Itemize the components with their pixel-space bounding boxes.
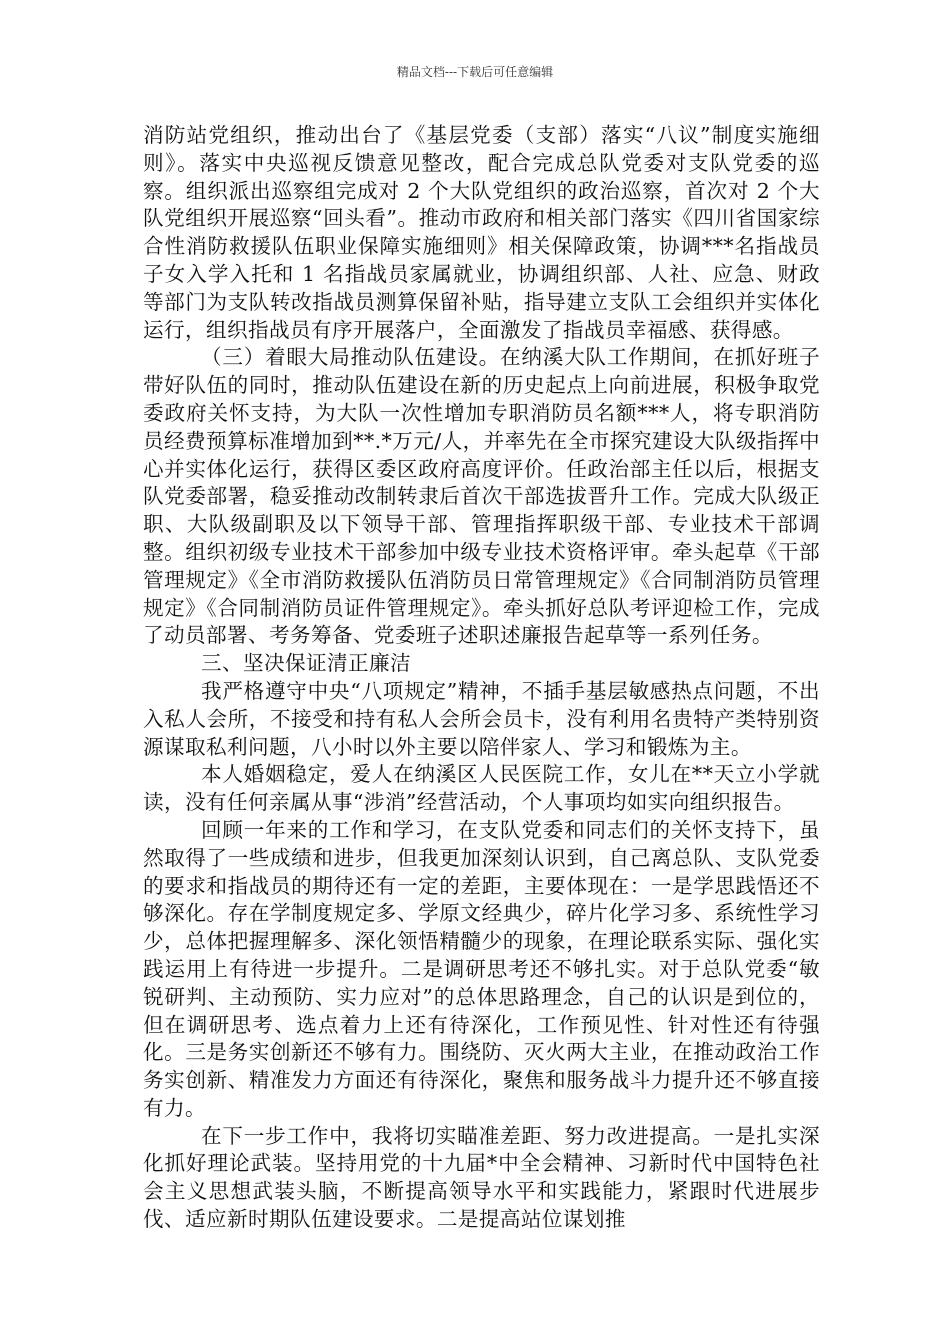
paragraph-personal-matters: 本人婚姻稳定，爱人在纳溪区人民医院工作，女儿在**天立小学就读，没有任何亲属从事“涉消”经营活动，个人事项均如实向组织报告。 [143, 762, 820, 815]
section-heading: 三、坚决保证清正廉洁 [201, 651, 411, 676]
page-header: 精品文档---下载后可任意编辑 [396, 65, 554, 79]
document-body [143, 122, 820, 1234]
paragraph-team-building: （三）着眼大局推动队伍建设。在纳溪大队工作期间，在抓好班子带好队伍的同时，推动队伍建设在新的历史起点上向前进展，积极争取党委政府关怀支持，为大队一次性增加专职消防员名额***人，将专职消防员经费预算标准增加到**.*万元/人，并率先在全市探究建设大队级指挥中心并实体化运行，获得区委区政府高度评价。任政治部主任以后，根据支队党委部署，稳妥推动改制转隶后首次干部选拔晋升工作。完成大队级正职、大队级副职及以下领导干部、管理指挥职级干部、专业技术干部调整。组织初级专业技术干部参加中级专业技术资格评审。牵头起草《干部管理规定》《全市消防救援队伍消防员日常管理规定》《合同制消防员管理规定》《合同制消防员证件管理规定》。牵头抓好总队考评迎检工作，完成了动员部署、考务筹备、党委班子述职述廉报告起草等一系列任务。 [143, 345, 820, 648]
paragraph-continued: 消防站党组织，推动出台了《基层党委（支部）落实“八议”制度实施细则》。落实中央巡视反馈意见整改，配合完成总队党委对支队党委的巡察。组织派出巡察组完成对 2 个大队党组织的政治巡察，首次对 2 个大队党组织开展巡察“回头看”。推动市政府和相关部门落实《四川省国家综合性消防救援队伍职业保障实施细则》相关保障政策，协调***名指战员子女入学入托和 1 名指战员家属就业，协调组织部、人社、应急、财政等部门为支队转改指战员测算保留补贴，指导建立支队工会组织并实体化运行，组织指战员有序开展落户，全面激发了指战员幸福感、获得感。 [143, 123, 820, 342]
paragraph-eight-rules: 我严格遵守中央“八项规定”精神，不插手基层敏感热点问题，不出入私人会所，不接受和持有私人会所会员卡，没有利用名贵特产类特别资源谋取私利问题，八小时以外主要以陪伴家人、学习和锻炼为主。 [143, 678, 820, 759]
paragraph-next-steps: 在下一步工作中，我将切实瞄准差距、努力改进提高。一是扎实深化抓好理论武装。坚持用党的十九届*中全会精神、习新时代中国特色社会主义思想武装头脑，不断提高领导水平和实践能力，紧跟时代进展步伐、适应新时期队伍建设要求。二是提高站位谋划推 [143, 1123, 820, 1232]
paragraph-review: 回顾一年来的工作和学习，在支队党委和同志们的关怀支持下，虽然取得了一些成绩和进步，但我更加深刻认识到，自己离总队、支队党委的要求和指战员的期待还有一定的差距，主要体现在：一是学思践悟还不够深化。存在学制度规定多、学原文经典少，碎片化学习多、系统性学习少，总体把握理解多、深化领悟精髓少的现象，在理论联系实际、强化实践运用上有待进一步提升。二是调研思考还不够扎实。对于总队党委“敏锐研判、主动预防、实力应对”的总体思路理念，自己的认识是到位的，但在调研思考、选点着力上还有待深化，工作预见性、针对性还有待强化。三是务实创新还不够有力。围绕防、灭火两大主业，在推动政治工作务实创新、精准发力方面还有待深化，聚焦和服务战斗力提升还不够直接有力。 [143, 817, 820, 1120]
